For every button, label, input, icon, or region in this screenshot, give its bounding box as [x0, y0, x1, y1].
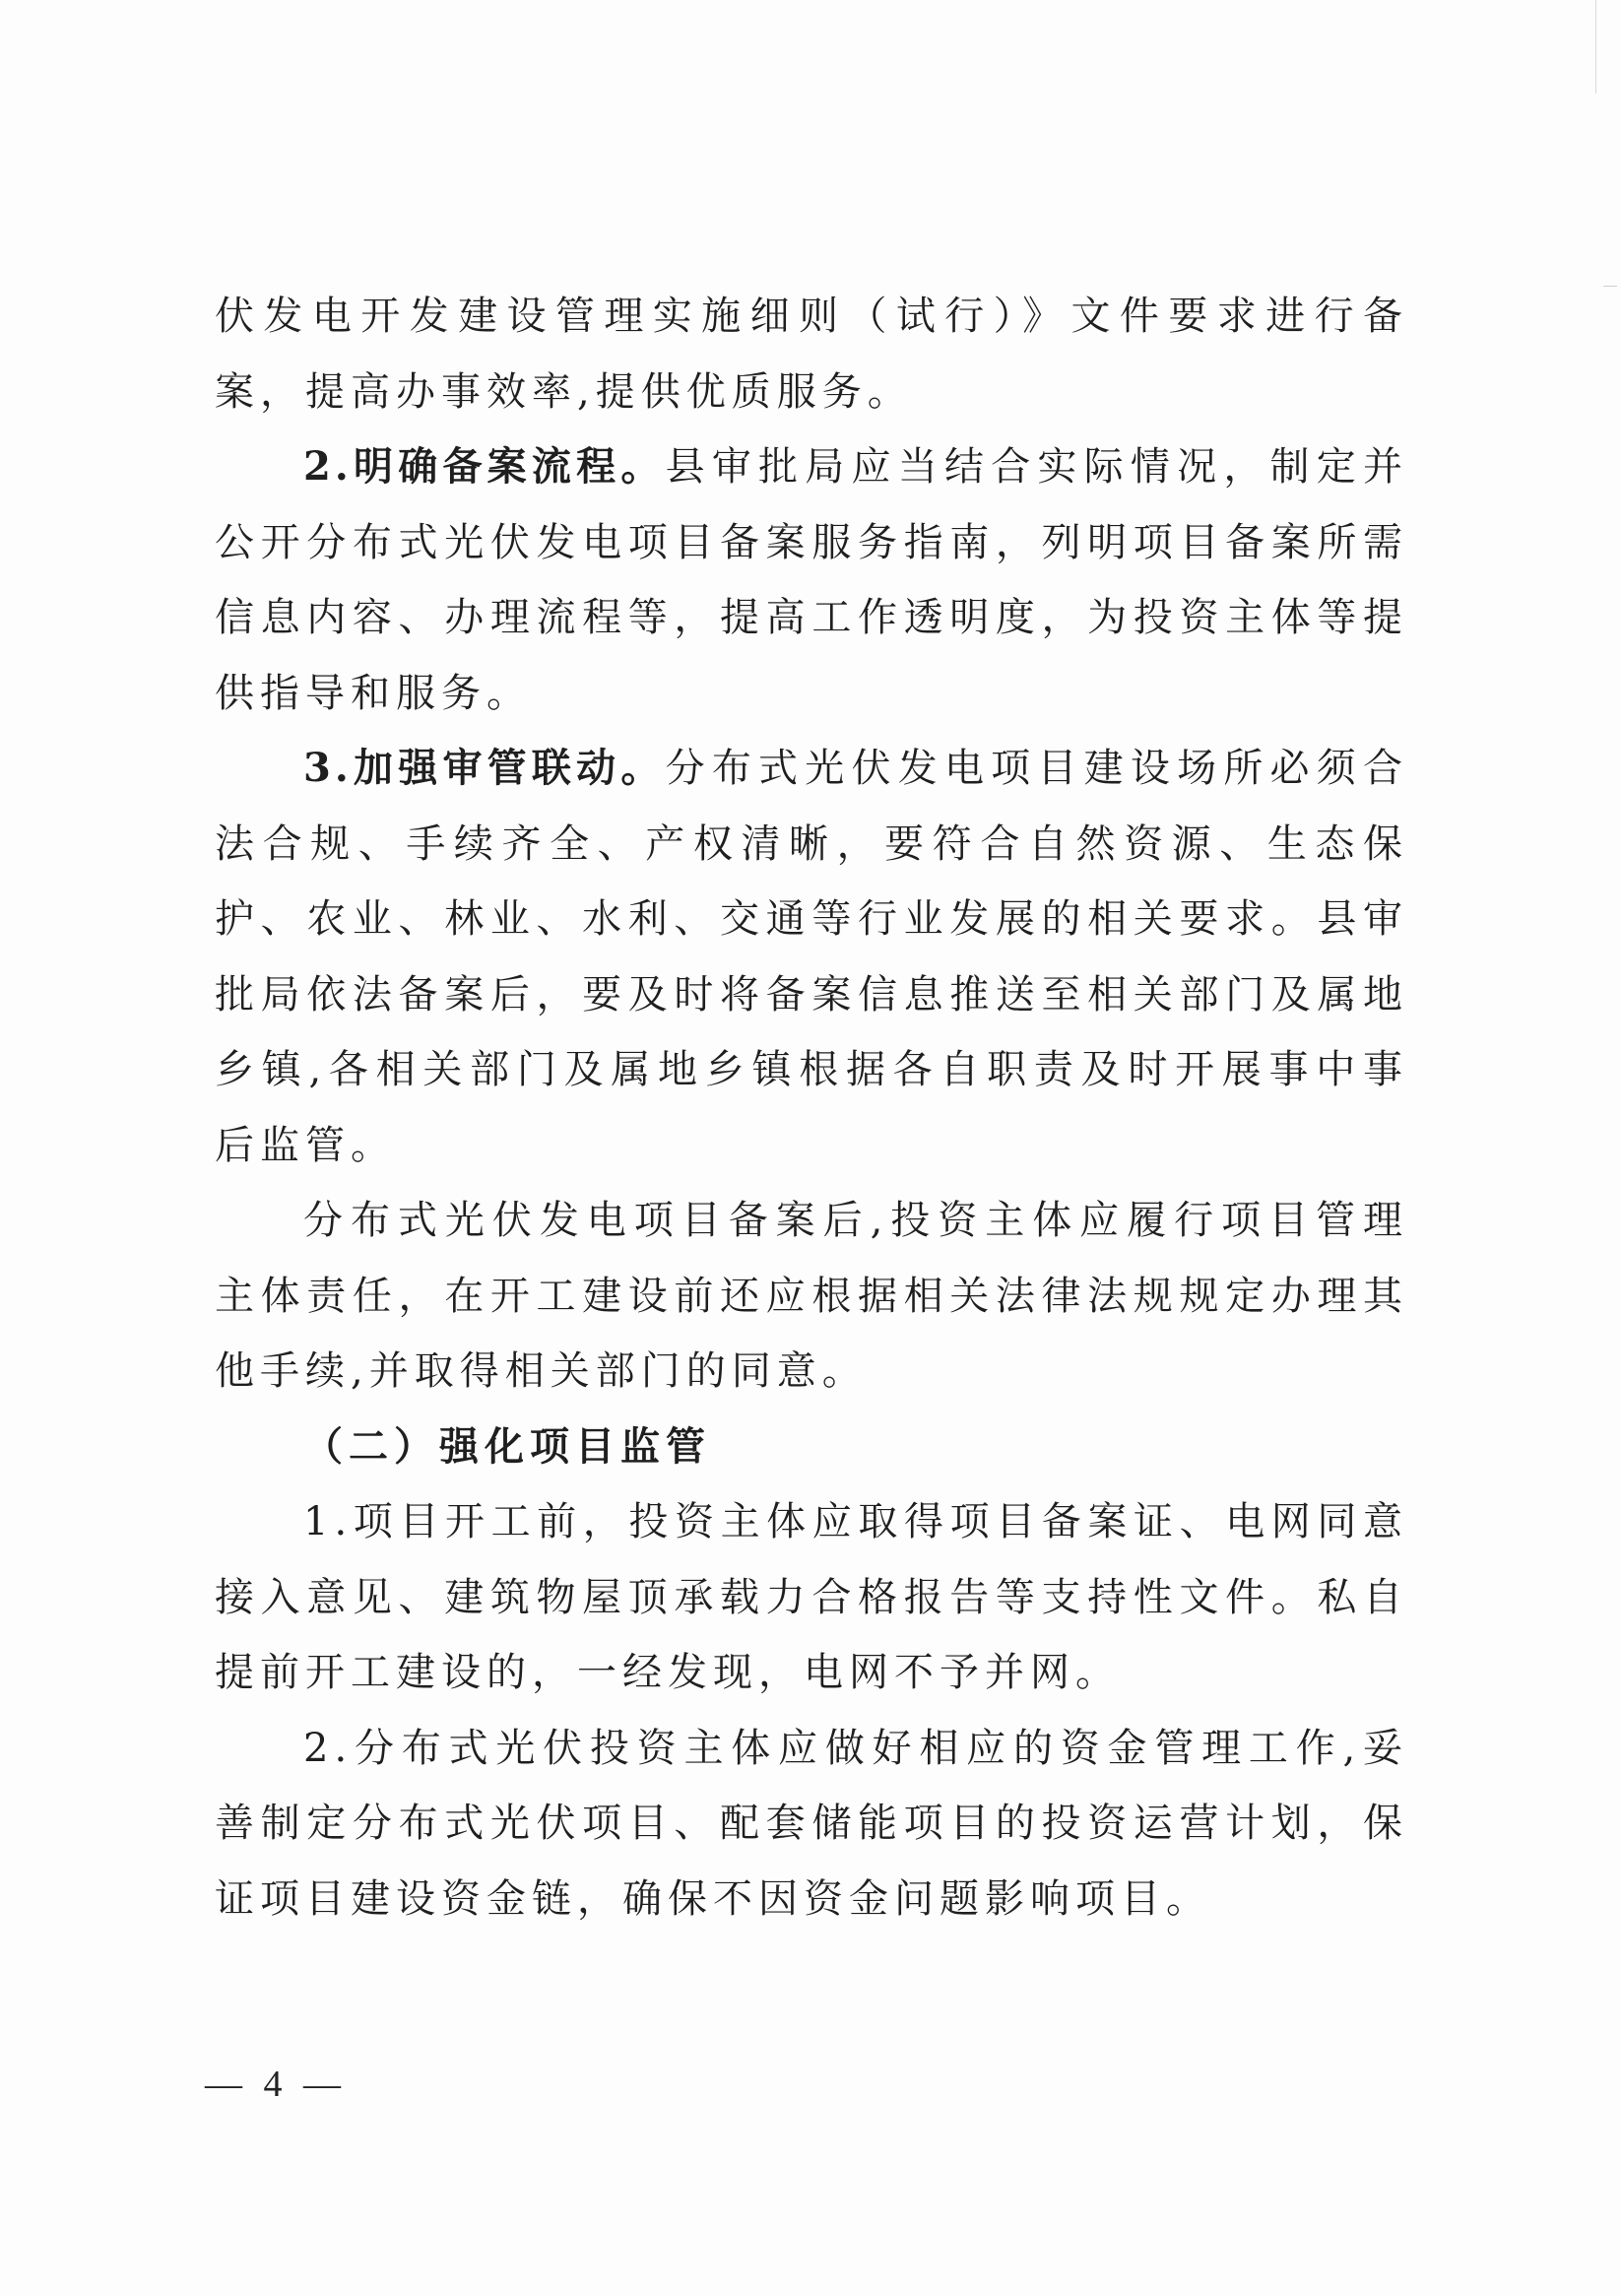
paragraph-text: 伏发电开发建设管理实施细则（试行）》文件要求进行备案，提高办事效率,提供优质服务。: [215, 294, 1408, 415]
paragraph-text: 分布式光伏发电项目备案后,投资主体应履行项目管理主体责任，在开工建设前还应根据相关法律法规规定办理其他手续,并取得相关部门的同意。: [215, 1198, 1408, 1394]
paragraph-review-linkage: [215, 731, 1408, 1183]
section-heading: （二）强化项目监管: [303, 1422, 711, 1470]
paragraph-pre-construction: [215, 1484, 1408, 1711]
paragraph-text: 2.分布式光伏投资主体应做好相应的资金管理工作,妥善制定分布式光伏项目、配套储能项目的投资运营计划，保证项目建设资金链，确保不因资金问题影响项目。: [215, 1725, 1408, 1922]
paragraph-filing-process: [215, 429, 1408, 731]
paragraph-funding: [215, 1711, 1408, 1937]
paragraph-lead: 3.加强审管联动。: [303, 745, 666, 791]
scan-edge-tick: [1603, 286, 1617, 287]
paragraph-post-filing: [215, 1183, 1408, 1410]
paragraph-text: 1.项目开工前，投资主体应取得项目备案证、电网同意接入意见、建筑物屋顶承载力合格报告等支持性文件。私自提前开工建设的，一经发现，电网不予并网。: [215, 1499, 1408, 1695]
paragraph-text: 分布式光伏发电项目建设场所必须合法合规、手续齐全、产权清晰，要符合自然资源、生态保护、农业、林业、水利、交通等行业发展的相关要求。县审批局依法备案后，要及时将备案信息推送至相关部门及属地乡镇,各相关部门及属地乡镇根据各自职责及时开展事中事后监管。: [215, 746, 1409, 1168]
page-number: — 4 —: [205, 2064, 347, 2105]
paragraph-continuation: [215, 279, 1408, 429]
paragraph-text: 县审批局应当结合实际情况，制定并公开分布式光伏发电项目备案服务指南，列明项目备案所需信息内容、办理流程等，提高工作透明度，为投资主体等提供指导和服务。: [215, 444, 1409, 716]
scan-edge-mark: [1595, 0, 1596, 94]
document-body: [215, 279, 1408, 1936]
paragraph-lead: 2.明确备案流程。: [303, 443, 666, 490]
